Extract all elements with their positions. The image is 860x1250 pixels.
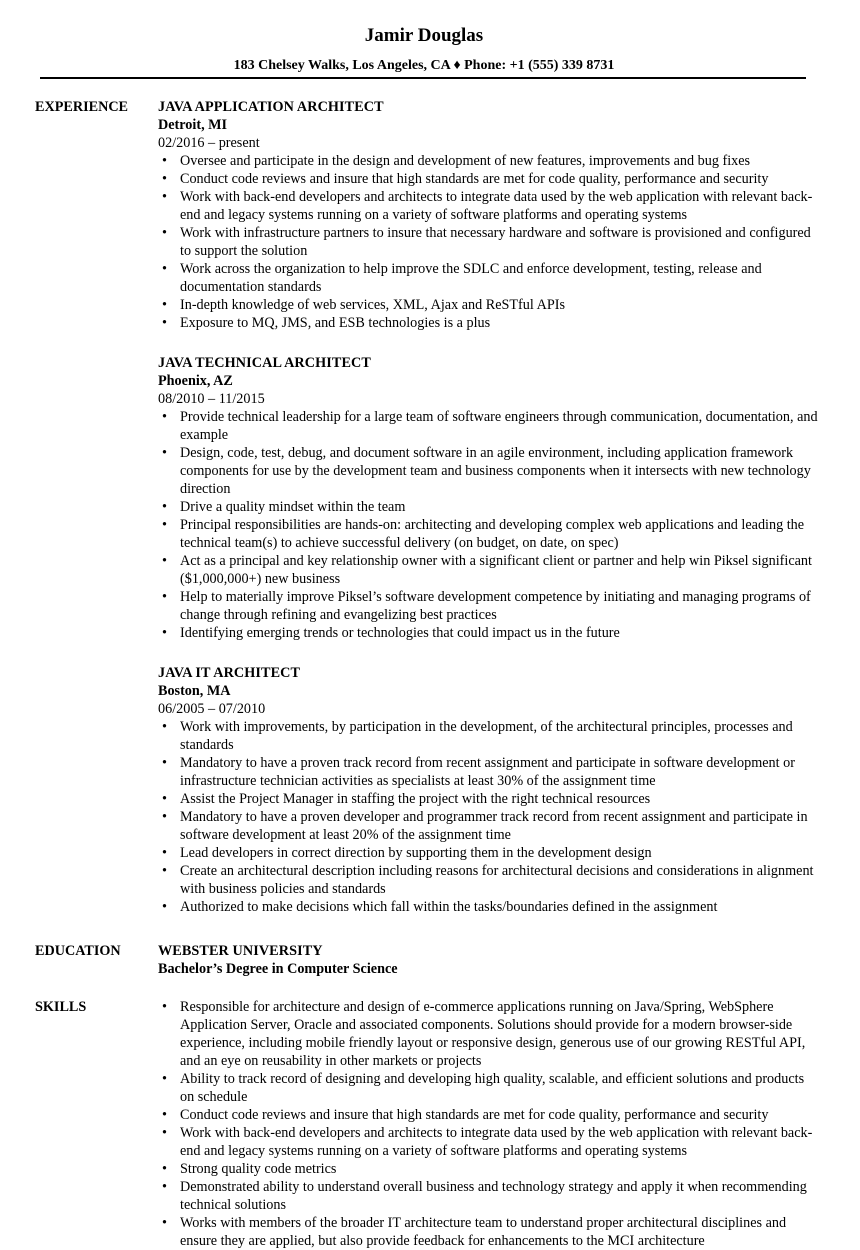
list-item: • Help to materially improve Piksel’s software development competence by initiating and managing programs of change through refining and evangelizing best practices	[158, 588, 818, 624]
list-item: • Identifying emerging trends or technologies that could impact us in the future	[158, 624, 818, 642]
list-item: • Drive a quality mindset within the team	[158, 498, 818, 516]
list-item: • Exposure to MQ, JMS, and ESB technologies is a plus	[158, 314, 818, 332]
education-entry	[158, 942, 818, 978]
list-item: • Principal responsibilities are hands-on: architecting and developing complex web applications and leading the technical team(s) to achieve successful delivery (on budget, on date, on spec)	[158, 516, 818, 552]
job-title: JAVA APPLICATION ARCHITECT	[158, 99, 384, 115]
job-location: Boston, MA	[158, 683, 231, 699]
list-item: • Mandatory to have a proven developer and programmer track record from recent assignment and participate in software development at least 20% of the assignment time	[158, 808, 818, 844]
list-item: • Conduct code reviews and insure that high standards are met for code quality, performance and security	[158, 1106, 818, 1124]
list-item: • In-depth knowledge of web services, XML, Ajax and ReSTful APIs	[158, 296, 818, 314]
list-item: • Conduct code reviews and insure that high standards are met for code quality, performance and security	[158, 170, 818, 188]
contact-line: 183 Chelsey Walks, Los Angeles, CA ♦ Phone: +1 (555) 339 8731	[233, 58, 615, 73]
header-divider	[40, 77, 806, 79]
list-item: • Strong quality code metrics	[158, 1160, 818, 1178]
section-label-experience: EXPERIENCE	[35, 99, 129, 115]
job-bullets	[158, 718, 818, 916]
skills-bullets	[158, 998, 818, 1250]
list-item: • Authorized to make decisions which fall within the tasks/boundaries defined in the assignment	[158, 898, 818, 916]
job-entry-2	[158, 354, 818, 642]
job-bullets	[158, 408, 818, 642]
list-item: • Work with back-end developers and architects to integrate data used by the web application with relevant back-end and legacy systems running on a variety of software platforms and operating systems	[158, 188, 818, 224]
list-item: • Assist the Project Manager in staffing the project with the right technical resources	[158, 790, 818, 808]
list-item: • Demonstrated ability to understand overall business and technology strategy and apply it when recommending technical solutions	[158, 1178, 818, 1214]
list-item: • Act as a principal and key relationship owner with a significant client or partner and help win Piksel significant ($1,000,000+) new business	[158, 552, 818, 588]
job-location: Phoenix, AZ	[158, 373, 233, 389]
list-item: • Mandatory to have a proven track record from recent assignment and participate in software development or infrastructure technician activities as specialists at least 30% of the assignment time	[158, 754, 818, 790]
list-item: • Oversee and participate in the design and development of new features, improvements and bug fixes	[158, 152, 818, 170]
job-dates: 06/2005 – 07/2010	[158, 701, 266, 717]
skills-entry	[158, 998, 818, 1250]
list-item: • Works with members of the broader IT architecture team to understand proper architectural disciplines and ensure they are applied, but also provide feedback for enhancements to the MCI architecture	[158, 1214, 818, 1250]
job-dates: 08/2010 – 11/2015	[158, 391, 265, 407]
job-title: JAVA IT ARCHITECT	[158, 665, 301, 681]
list-item: • Work with improvements, by participation in the development, of the architectural principles, processes and standards	[158, 718, 818, 754]
job-dates: 02/2016 – present	[158, 135, 260, 151]
resume-header	[0, 24, 848, 75]
job-bullets	[158, 152, 818, 332]
job-entry-1	[158, 98, 818, 332]
list-item: • Work across the organization to help improve the SDLC and enforce development, testing, release and documentation standards	[158, 260, 818, 296]
list-item: • Lead developers in correct direction by supporting them in the development design	[158, 844, 818, 862]
section-label-education: EDUCATION	[35, 943, 121, 959]
section-label-skills: SKILLS	[35, 999, 87, 1015]
list-item: • Work with back-end developers and architects to integrate data used by the web application with relevant back-end and legacy systems running on a variety of software platforms and operating systems	[158, 1124, 818, 1160]
job-entry-3	[158, 664, 818, 916]
school-name: WEBSTER UNIVERSITY	[158, 943, 323, 959]
job-location: Detroit, MI	[158, 117, 228, 133]
list-item: • Create an architectural description including reasons for architectural decisions and considerations in alignment with business policies and standards	[158, 862, 818, 898]
list-item: • Ability to track record of designing and developing high quality, scalable, and efficient solutions and products on schedule	[158, 1070, 818, 1106]
list-item: • Work with infrastructure partners to insure that necessary hardware and software is provisioned and configured to support the solution	[158, 224, 818, 260]
degree: Bachelor’s Degree in Computer Science	[158, 961, 398, 977]
list-item: • Responsible for architecture and design of e-commerce applications running on Java/Spring, WebSphere Application Server, Oracle and associated components. Solutions should provide for a modern browser-side experience, including mobile friendly layout or responsive design, generous use of our growing RESTful API, and an eye on reusability in other markets or projects	[158, 998, 818, 1070]
job-title: JAVA TECHNICAL ARCHITECT	[158, 355, 371, 371]
list-item: • Provide technical leadership for a large team of software engineers through communication, documentation, and example	[158, 408, 818, 444]
list-item: • Design, code, test, debug, and document software in an agile environment, including application framework components for use by the development team and business components when it intersects with new technology direction	[158, 444, 818, 498]
candidate-name: Jamir Douglas	[364, 25, 484, 46]
